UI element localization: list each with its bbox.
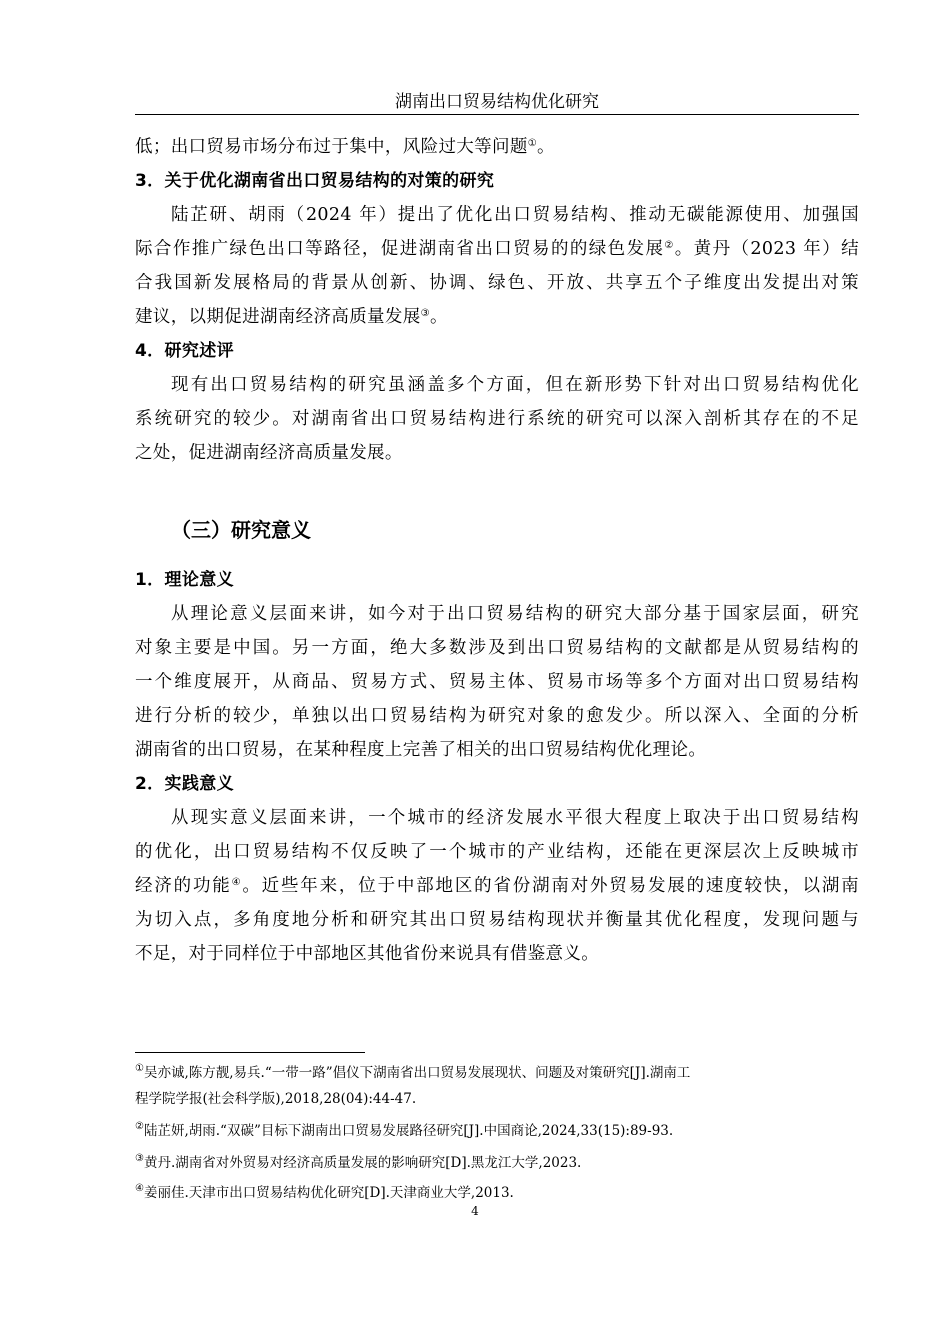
- section-heading-block: [135, 510, 859, 550]
- section-heading-4: 4．研究述评: [135, 341, 234, 361]
- paragraph-line: 从现实意义层面来讲，一个城市的经济发展水平很大程度上取决于出口贸易结构: [171, 808, 859, 828]
- paragraph-line: 之处，促进湖南经济高质量发展。: [135, 443, 403, 463]
- footnote-separator: [135, 1052, 365, 1053]
- paragraph-line: 的优化，出口贸易结构不仅反映了一个城市的产业结构，还能在更深层次上反映城市: [135, 842, 859, 862]
- paragraph-line: 建议，以期促进湖南经济高质量发展③。: [135, 307, 448, 327]
- paragraph-line: 进行分析的较少，单独以出口贸易结构为研究对象的愈发少。所以深入、全面的分析: [135, 706, 859, 726]
- paragraph-line: 从理论意义层面来讲，如今对于出口贸易结构的研究大部分基于国家层面，研究: [171, 604, 859, 624]
- paragraph-line: 为切入点，多角度地分析和研究其出口贸易结构现状并衡量其优化程度，发现问题与: [135, 910, 859, 930]
- paragraph-line: 一个维度展开，从商品、贸易方式、贸易主体、贸易市场等多个方面对出口贸易结构: [135, 672, 859, 692]
- subsection-heading-theory: 1．理论意义: [135, 570, 234, 590]
- paragraph-line: 合我国新发展格局的背景从创新、协调、绿色、开放、共享五个子维度出发提出对策: [135, 273, 859, 293]
- running-header: [135, 90, 859, 115]
- footnote-1: ①吴亦诚,陈方靓,易兵.“一带一路”倡仪下湖南省出口贸易发展现状、问题及对策研究[J].湖南工 程学院学报(社会科学版),2018,28(04):44-47.: [135, 1063, 691, 1107]
- body-text-lower: [135, 563, 859, 971]
- paragraph-line: 不足，对于同样位于中部地区其他省份来说具有借鉴意义。: [135, 944, 600, 964]
- footnote-ref-2[interactable]: ②: [664, 240, 675, 251]
- footnote-3: ③黄丹.湖南省对外贸易对经济高质量发展的影响研究[D].黑龙江大学,2023.: [135, 1153, 582, 1171]
- footnote-mark-2: ②: [135, 1121, 144, 1132]
- footnote-4: ④姜丽佳.天津市出口贸易结构优化研究[D].天津商业大学,2013.: [135, 1183, 514, 1201]
- body-text-upper: [135, 130, 859, 470]
- paragraph-line: 低；出口贸易市场分布过于集中，风险过大等问题①。: [135, 137, 555, 157]
- footnote-ref-3[interactable]: ③: [420, 308, 430, 319]
- section-heading-research-significance: （三）研究意义: [171, 518, 311, 542]
- paragraph-line: 经济的功能④。近些年来，位于中部地区的省份湖南对外贸易发展的速度较快，以湖南: [135, 876, 859, 896]
- subsection-heading-practice: 2．实践意义: [135, 774, 234, 794]
- page-number: 4: [471, 1204, 479, 1218]
- paragraph-line: 系统研究的较少。对湖南省出口贸易结构进行系统的研究可以深入剖析其存在的不足: [135, 409, 859, 429]
- footnote-mark-4: ④: [135, 1183, 144, 1194]
- footnote-ref-1[interactable]: ①: [527, 138, 538, 149]
- paragraph-line: 陆芷研、胡雨（2024 年）提出了优化出口贸易结构、推动无碳能源使用、加强国: [171, 205, 859, 225]
- paragraph-line: 现有出口贸易结构的研究虽涵盖多个方面，但在新形势下针对出口贸易结构优化: [171, 375, 859, 395]
- running-header-title: 湖南出口贸易结构优化研究: [395, 92, 599, 112]
- footnote-mark-1: ①: [135, 1063, 144, 1074]
- paragraph-line: 对象主要是中国。另一方面，绝大多数涉及到出口贸易结构的文献都是从贸易结构的: [135, 638, 859, 658]
- section-heading-3: 3．关于优化湖南省出口贸易结构的对策的研究: [135, 171, 495, 191]
- footnote-2: ②陆芷妍,胡雨.“双碳”目标下湖南出口贸易发展路径研究[J].中国商论,2024,33(15):89-93.: [135, 1121, 674, 1139]
- paragraph-line: 湖南省的出口贸易，在某种程度上完善了相关的出口贸易结构优化理论。: [135, 740, 707, 760]
- footnote-mark-3: ③: [135, 1153, 144, 1164]
- paragraph-line: 际合作推广绿色出口等路径，促进湖南省出口贸易的的绿色发展②。黄丹（2023 年）结: [135, 239, 859, 259]
- footnote-ref-4[interactable]: ④: [231, 877, 243, 888]
